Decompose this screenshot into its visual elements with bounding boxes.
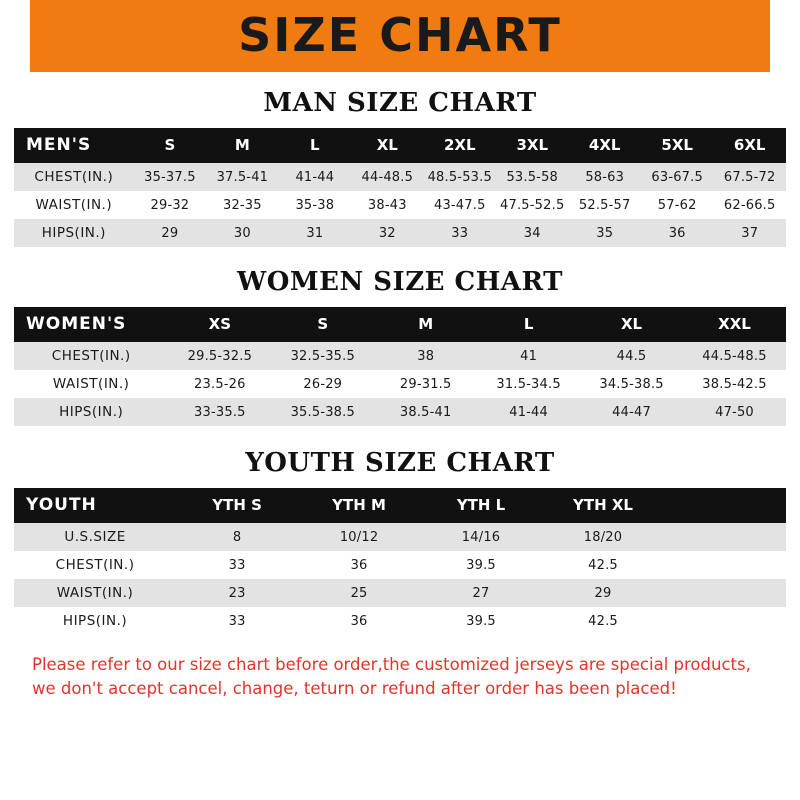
youth-waist-l: 27 (472, 585, 490, 601)
men-chest-3xl: 53.5-58 (506, 169, 559, 185)
youth-waist-m: 25 (350, 585, 368, 601)
table-row (14, 219, 786, 247)
youth-section-title: YOUTH SIZE CHART (245, 448, 555, 478)
women-hips-label: HIPS(IN.) (59, 404, 124, 420)
men-size-table (14, 128, 786, 247)
women-chest-xs: 29.5-32.5 (187, 348, 253, 364)
table-row (14, 607, 786, 635)
table-header-row (14, 488, 786, 523)
men-hips-4xl: 35 (596, 225, 614, 241)
women-header-xxl: XXL (718, 315, 751, 333)
men-chest-4xl: 58-63 (585, 169, 625, 185)
men-waist-label: WAIST(IN.) (35, 197, 113, 213)
youth-ussize-blank (664, 523, 786, 551)
table-header-row (14, 128, 786, 163)
men-hips-s: 29 (161, 225, 179, 241)
women-size-table (14, 307, 786, 426)
table-row (14, 342, 786, 370)
men-chest-5xl: 63-67.5 (651, 169, 703, 185)
women-chest-xl: 44.5 (616, 348, 647, 364)
youth-chest-l: 39.5 (466, 557, 496, 573)
women-chest-l: 41 (520, 348, 538, 364)
men-hips-5xl: 36 (668, 225, 686, 241)
table-header-row (14, 307, 786, 342)
youth-ussize-xl: 18/20 (583, 529, 623, 545)
banner-left-margin (0, 0, 30, 72)
men-chest-s: 35-37.5 (144, 169, 196, 185)
men-header-s: S (164, 136, 176, 154)
men-chest-label: CHEST(IN.) (34, 169, 114, 185)
men-hips-l: 31 (306, 225, 324, 241)
content (0, 88, 800, 701)
men-header-6xl: 6XL (733, 136, 766, 154)
youth-header-m: YTH M (332, 496, 386, 514)
youth-ussize-s: 8 (232, 529, 242, 545)
banner-right-margin (770, 0, 800, 72)
women-header-xs: XS (208, 315, 232, 333)
women-hips-m: 38.5-41 (399, 404, 452, 420)
table-row (14, 163, 786, 191)
youth-hips-label: HIPS(IN.) (62, 613, 128, 629)
women-header-l: L (523, 315, 534, 333)
table-row (14, 551, 786, 579)
table-row (14, 579, 786, 607)
women-hips-xl: 44-47 (612, 404, 651, 420)
disclaimer-line-1: Please refer to our size chart before order,the customized jerseys are special products, (32, 655, 751, 674)
women-chest-m: 38 (417, 348, 435, 364)
youth-header-l: YTH L (456, 496, 506, 514)
youth-waist-s: 23 (228, 585, 246, 601)
page-title: SIZE CHART (238, 8, 562, 62)
youth-header-s: YTH S (212, 496, 262, 514)
men-hips-6xl: 37 (741, 225, 759, 241)
men-waist-l: 35-38 (295, 197, 335, 213)
youth-ussize-label: U.S.SIZE (64, 529, 126, 545)
men-hips-label: HIPS(IN.) (41, 225, 106, 241)
youth-waist-label: WAIST(IN.) (56, 585, 134, 601)
youth-chest-m: 36 (350, 557, 368, 573)
women-hips-xs: 33-35.5 (194, 404, 246, 420)
women-header-xl: XL (620, 315, 643, 333)
youth-waist-xl: 29 (594, 585, 612, 601)
men-header-m: M (234, 136, 250, 154)
youth-header-blank (664, 488, 786, 523)
women-chest-label: CHEST(IN.) (51, 348, 131, 364)
men-waist-3xl: 47.5-52.5 (500, 197, 565, 213)
youth-hips-blank (664, 607, 786, 635)
men-waist-5xl: 57-62 (657, 197, 697, 213)
women-waist-xxl: 38.5-42.5 (702, 376, 767, 392)
women-chest-s: 32.5-35.5 (290, 348, 355, 364)
youth-header-label: YOUTH (26, 495, 97, 515)
youth-chest-xl: 42.5 (588, 557, 618, 573)
men-chest-m: 37.5-41 (216, 169, 269, 185)
men-waist-4xl: 52.5-57 (578, 197, 631, 213)
men-waist-m: 32-35 (222, 197, 262, 213)
men-chest-xl: 44-48.5 (361, 169, 414, 185)
disclaimer-note (14, 653, 786, 701)
men-hips-3xl: 34 (523, 225, 541, 241)
women-hips-xxl: 47-50 (715, 404, 754, 420)
women-waist-label: WAIST(IN.) (52, 376, 130, 392)
youth-hips-s: 33 (228, 613, 246, 629)
men-chest-2xl: 48.5-53.5 (427, 169, 492, 185)
youth-hips-xl: 42.5 (588, 613, 618, 629)
youth-size-table (14, 488, 786, 635)
men-header-label: MEN'S (26, 135, 92, 155)
youth-hips-l: 39.5 (466, 613, 496, 629)
men-waist-xl: 38-43 (367, 197, 407, 213)
youth-ussize-l: 14/16 (461, 529, 501, 545)
table-row (14, 398, 786, 426)
women-section-title: WOMEN SIZE CHART (237, 267, 563, 297)
men-waist-6xl: 62-66.5 (723, 197, 776, 213)
men-hips-m: 30 (233, 225, 251, 241)
women-header-label: WOMEN'S (26, 314, 127, 334)
women-waist-s: 26-29 (303, 376, 343, 392)
men-header-5xl: 5XL (661, 136, 693, 154)
women-waist-m: 29-31.5 (399, 376, 452, 392)
women-hips-l: 41-44 (509, 404, 548, 420)
men-section-title: MAN SIZE CHART (263, 88, 537, 118)
table-row (14, 370, 786, 398)
youth-ussize-m: 10/12 (339, 529, 379, 545)
men-chest-l: 41-44 (295, 169, 335, 185)
men-header-4xl: 4XL (588, 136, 621, 154)
youth-waist-blank (664, 579, 786, 607)
men-header-3xl: 3XL (516, 136, 549, 154)
table-row (14, 523, 786, 551)
women-header-m: M (418, 315, 434, 333)
men-header-2xl: 2XL (443, 136, 476, 154)
men-hips-xl: 32 (378, 225, 396, 241)
banner (0, 0, 800, 72)
women-waist-xl: 34.5-38.5 (599, 376, 664, 392)
women-waist-xs: 23.5-26 (194, 376, 246, 392)
disclaimer-line-2: we don't accept cancel, change, teturn or refund after order has been placed! (32, 678, 677, 698)
men-header-xl: XL (376, 136, 398, 154)
youth-header-xl: YTH XL (573, 496, 633, 514)
youth-chest-blank (664, 551, 786, 579)
women-hips-s: 35.5-38.5 (290, 404, 355, 420)
women-waist-l: 31.5-34.5 (496, 376, 561, 392)
youth-hips-m: 36 (350, 613, 368, 629)
men-waist-2xl: 43-47.5 (433, 197, 486, 213)
table-row (14, 191, 786, 219)
men-waist-s: 29-32 (150, 197, 190, 213)
men-header-l: L (310, 136, 320, 154)
youth-chest-label: CHEST(IN.) (55, 557, 135, 573)
women-chest-xxl: 44.5-48.5 (702, 348, 767, 364)
men-hips-2xl: 33 (451, 225, 469, 241)
men-chest-6xl: 67.5-72 (723, 169, 776, 185)
youth-chest-s: 33 (228, 557, 246, 573)
women-header-s: S (317, 315, 329, 333)
